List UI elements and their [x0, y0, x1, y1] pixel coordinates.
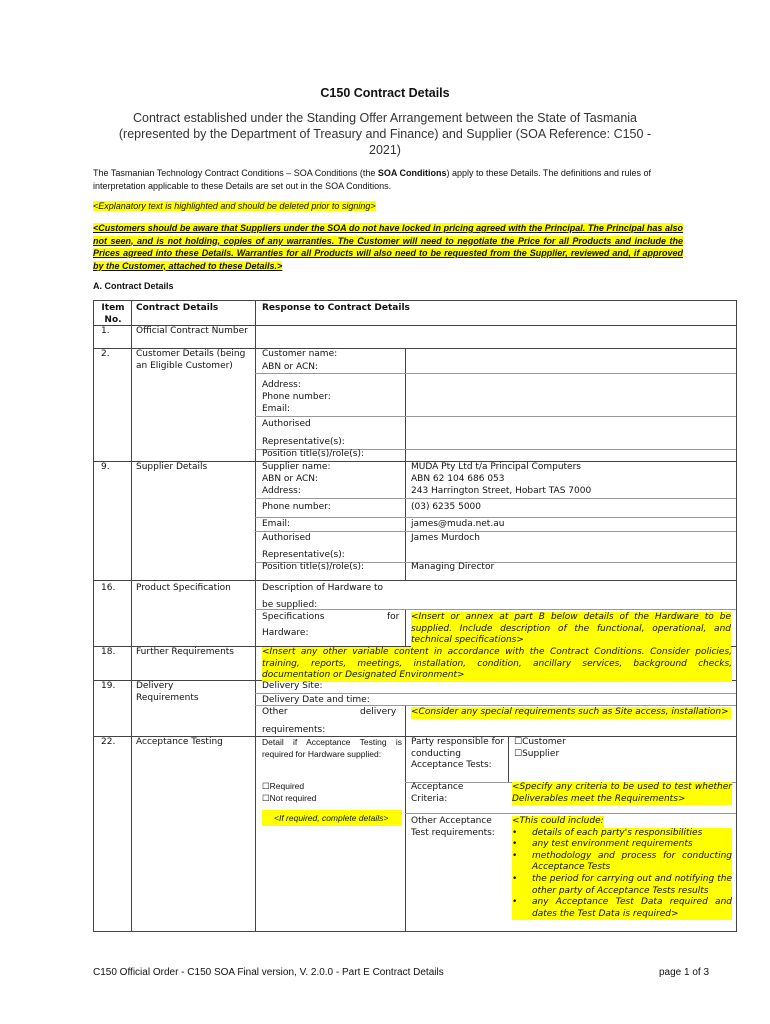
spec-label-for: for — [387, 612, 400, 622]
not-required-checkbox[interactable]: ☐Not required — [262, 793, 317, 803]
supplier-name-label: Supplier name: — [262, 462, 331, 472]
sub-row-line — [255, 693, 736, 694]
if-required-note — [262, 810, 402, 826]
supplier-address-label: Address: — [262, 486, 301, 496]
row2-number: 2. — [101, 349, 110, 359]
table-border-left — [93, 300, 94, 931]
further-insert-note — [262, 647, 732, 682]
hardware-insert-note — [411, 612, 731, 647]
footer-text: C150 Official Order - C150 SOA Final version, V. 2.0.0 - Part E Contract Details — [93, 967, 444, 978]
if-required-text: <If required, complete details> — [262, 810, 402, 826]
sub-row-line — [255, 498, 736, 499]
warning-note — [93, 222, 683, 272]
delivery-site-label: Delivery Site: — [262, 681, 323, 691]
row19-number: 19. — [101, 681, 116, 691]
customer-rep-label: Representative(s): — [262, 437, 345, 447]
supplier-auth-value: James Murdoch — [411, 533, 480, 543]
explanatory-text: <Explanatory text is highlighted and should be deleted prior to signing> — [93, 201, 376, 211]
supplier-email-value: james@muda.net.au — [411, 519, 505, 529]
row-line — [93, 931, 737, 932]
customer-position-label: Position title(s)/role(s): — [262, 449, 365, 459]
customer-name-label: Customer name: — [262, 349, 338, 359]
criteria-note-text: <Specify any criteria to be used to test whether Deliverables meet the Requirements> — [512, 782, 732, 804]
hardware-desc-label-1: Description of Hardware to — [262, 583, 384, 593]
customer-address-label: Address: — [262, 380, 301, 390]
bullet-item: • details of each party's responsibilities — [512, 828, 732, 840]
sub-row-line — [255, 531, 736, 532]
inner-divider-accept-2 — [508, 736, 509, 782]
section-heading: A. Contract Details — [93, 281, 174, 291]
row2-label: Customer Details (being an Eligible Customer) — [136, 349, 246, 371]
row-line — [93, 580, 737, 581]
customer-email-label: Email: — [262, 404, 291, 414]
sub-row-line — [255, 609, 736, 610]
other-acceptance-label: Other Acceptance Test requirements: — [411, 816, 495, 838]
sub-row-line — [255, 517, 736, 518]
row18-label: Further Requirements — [136, 647, 234, 657]
required-checkbox[interactable]: ☐Required — [262, 781, 305, 791]
header-item-no: Item No. — [101, 303, 125, 325]
bullet-item: • any Acceptance Test Data required and dates the Test Data is required> — [512, 897, 732, 920]
row1-label: Official Contract Number — [136, 326, 248, 336]
supplier-address-value: 243 Harrington Street, Hobart TAS 7000 — [411, 486, 592, 496]
supplier-phone-value: (03) 6235 5000 — [411, 502, 482, 512]
inner-divider-delivery — [405, 705, 406, 736]
row1-number: 1. — [101, 326, 110, 336]
page-number: page 1 of 3 — [659, 967, 710, 978]
other-delivery-label-2: requirements: — [262, 725, 326, 735]
supplier-checkbox[interactable]: ☐Supplier — [514, 749, 560, 759]
header-response: Response to Contract Details — [262, 303, 410, 313]
table-col-divider-1 — [131, 300, 132, 931]
inner-divider-accept-1 — [405, 736, 406, 931]
intro-bold: SOA Conditions — [377, 168, 447, 178]
warning-text: <Customers should be aware that Suppliers under the SOA do not have locked in pricing agreed with the Principal. The Principal has also not seen, and is not holding, copies of any warranties. The Customer will need to negotiate the Price for all Products and include the Prices agreed into these Details. Warranties for all Products will also need to be requested from the Supplier, reviewed and, if approved by the Customer, attached to these Details.> — [93, 223, 683, 271]
bullet-item: • the period for carrying out and notifying the other party of Acceptance Tests results — [512, 874, 732, 897]
row16-label: Product Specification — [136, 583, 231, 593]
hardware-desc-label-2: be supplied: — [262, 600, 318, 610]
sub-row-line — [255, 416, 736, 417]
table-border-right — [736, 300, 737, 931]
other-delivery-label-mid: delivery — [360, 707, 397, 717]
supplier-auth-label: Authorised — [262, 533, 311, 543]
acceptance-detail-label: Detail if Acceptance Testing is required for Hardware supplied: — [262, 737, 402, 759]
intro-post: ) apply to these Details. The definitions and rules of interpretation applicable to these Details are set out in the SOA Conditions. — [93, 168, 651, 191]
inner-divider-spec — [405, 609, 406, 646]
document-subtitle: Contract established under the Standing Offer Arrangement between the State of Tasmania (represented by the Department of Treasury and Finance) and Supplier (SOA Reference: C150 - 2021) — [118, 111, 652, 157]
further-insert-text: <Insert any other variable content in accordance with the Contract Conditions. Consider policies, training, reports, meetings, installation, condition, ancillary services, background checks, documentation or Designated Environment> — [262, 647, 732, 681]
party-responsible-label: Party responsible for conducting Acceptance Tests: — [411, 737, 504, 771]
criteria-note — [512, 782, 732, 805]
table-col-divider-2 — [255, 300, 256, 931]
sub-row-line — [405, 813, 736, 814]
customer-auth-label: Authorised — [262, 419, 311, 429]
row9-number: 9. — [101, 462, 110, 472]
row18-number: 18. — [101, 647, 116, 657]
acceptance-list — [512, 816, 732, 920]
delivery-consider-text: <Consider any special requirements such as Site access, installation> — [411, 707, 731, 719]
header-contract-details: Contract Details — [136, 303, 219, 313]
supplier-email-label: Email: — [262, 519, 291, 529]
customer-phone-label: Phone number: — [262, 392, 331, 402]
hardware-insert-text: <Insert or annex at part B below details of the Hardware to be supplied. Include description of the functional, operational, and technical specifications> — [411, 612, 731, 646]
intro-pre: The Tasmanian Technology Contract Conditions – SOA Conditions (the — [93, 168, 378, 178]
delivery-date-label: Delivery Date and time: — [262, 695, 370, 705]
supplier-abn-label: ABN or ACN: — [262, 474, 319, 484]
row9-label: Supplier Details — [136, 462, 208, 472]
supplier-name-value: MUDA Pty Ltd t/a Principal Computers — [411, 462, 581, 472]
supplier-position-label: Position title(s)/role(s): — [262, 562, 365, 572]
supplier-phone-label: Phone number: — [262, 502, 331, 512]
row-line — [93, 300, 737, 301]
spec-label-2: Hardware: — [262, 628, 309, 638]
bullet-item: • any test environment requirements — [512, 839, 732, 851]
document-title: C150 Contract Details — [320, 86, 450, 100]
row19-label: Delivery Requirements — [136, 681, 199, 703]
spec-label-1: Specifications — [262, 612, 325, 622]
row22-number: 22. — [101, 737, 116, 747]
acceptance-bullets — [512, 828, 732, 921]
row22-label: Acceptance Testing — [136, 737, 223, 747]
supplier-position-value: Managing Director — [411, 562, 495, 572]
acceptance-criteria-label: Acceptance Criteria: — [411, 782, 464, 804]
delivery-consider-note — [411, 707, 731, 719]
inner-divider-details — [405, 348, 406, 580]
sub-row-line — [255, 373, 736, 374]
explanatory-note — [93, 201, 376, 211]
customer-abn-label: ABN or ACN: — [262, 362, 319, 372]
customer-checkbox[interactable]: ☐Customer — [514, 737, 566, 747]
other-delivery-label-1: Other — [262, 707, 288, 717]
supplier-rep-label: Representative(s): — [262, 550, 345, 560]
row16-number: 16. — [101, 583, 116, 593]
intro-paragraph — [93, 167, 685, 192]
bullet-item: • methodology and process for conducting Acceptance Tests — [512, 851, 732, 874]
supplier-abn-value: ABN 62 104 686 053 — [411, 474, 505, 484]
could-include-text: <This could include: — [512, 816, 604, 826]
